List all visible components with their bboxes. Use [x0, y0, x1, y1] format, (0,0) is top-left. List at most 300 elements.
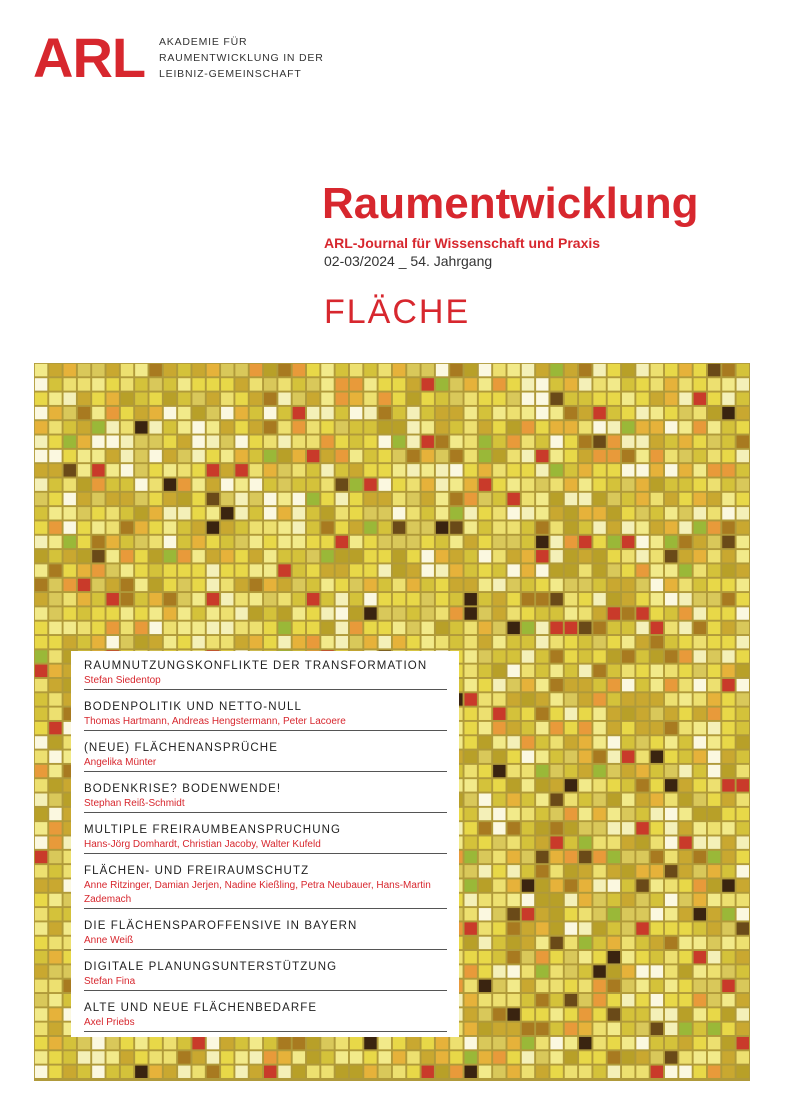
mosaic-tile	[722, 536, 734, 548]
mosaic-tile	[350, 393, 362, 405]
mosaic-tile	[550, 794, 562, 806]
mosaic-tile	[479, 980, 491, 992]
mosaic-tile	[565, 679, 577, 691]
mosaic-tile	[679, 708, 691, 720]
mosaic-tile	[164, 1037, 176, 1049]
mosaic-tile	[550, 937, 562, 949]
mosaic-tile	[207, 450, 219, 462]
mosaic-tile	[737, 751, 749, 763]
mosaic-tile	[679, 1037, 691, 1049]
mosaic-tile	[608, 550, 620, 562]
mosaic-tile	[737, 994, 749, 1006]
mosaic-tile	[465, 650, 477, 662]
mosaic-tile	[608, 536, 620, 548]
mosaic-tile	[579, 937, 591, 949]
mosaic-tile	[536, 393, 548, 405]
mosaic-tile	[450, 593, 462, 605]
mosaic-tile	[465, 894, 477, 906]
mosaic-tile	[336, 378, 348, 390]
mosaic-tile	[737, 450, 749, 462]
mosaic-tile	[722, 765, 734, 777]
mosaic-tile	[135, 464, 147, 476]
toc-entry-title: ALTE UND NEUE FLÄCHENBEDARFE	[84, 1002, 318, 1014]
mosaic-tile	[379, 622, 391, 634]
mosaic-tile	[35, 765, 47, 777]
mosaic-tile	[293, 378, 305, 390]
mosaic-tile	[651, 1051, 663, 1063]
mosaic-tile	[149, 393, 161, 405]
mosaic-tile	[350, 378, 362, 390]
mosaic-tile	[493, 851, 505, 863]
mosaic-tile	[450, 579, 462, 591]
mosaic-tile	[593, 951, 605, 963]
mosaic-tile	[622, 364, 634, 376]
mosaic-tile	[651, 851, 663, 863]
mosaic-tile	[479, 364, 491, 376]
mosaic-tile	[565, 894, 577, 906]
mosaic-tile	[465, 636, 477, 648]
mosaic-tile	[178, 622, 190, 634]
mosaic-tile	[622, 393, 634, 405]
mosaic-tile	[722, 708, 734, 720]
mosaic-tile	[49, 1023, 61, 1035]
mosaic-tile	[493, 836, 505, 848]
mosaic-tile	[64, 550, 76, 562]
mosaic-tile	[49, 965, 61, 977]
mosaic-tile	[107, 493, 119, 505]
mosaic-tile	[622, 994, 634, 1006]
mosaic-tile	[579, 851, 591, 863]
mosaic-tile	[379, 364, 391, 376]
mosaic-tile	[121, 450, 133, 462]
mosaic-tile	[665, 836, 677, 848]
mosaic-tile	[550, 751, 562, 763]
mosaic-tile	[35, 693, 47, 705]
mosaic-tile	[522, 536, 534, 548]
mosaic-tile	[722, 436, 734, 448]
mosaic-tile	[479, 1066, 491, 1078]
mosaic-tile	[135, 521, 147, 533]
mosaic-tile	[293, 450, 305, 462]
mosaic-tile	[694, 478, 706, 490]
mosaic-tile	[507, 1051, 519, 1063]
mosaic-tile	[579, 879, 591, 891]
mosaic-tile	[107, 564, 119, 576]
mosaic-tile	[737, 607, 749, 619]
mosaic-tile	[722, 808, 734, 820]
mosaic-tile	[293, 636, 305, 648]
mosaic-tile	[192, 450, 204, 462]
mosaic-tile	[264, 407, 276, 419]
mosaic-tile	[321, 1066, 333, 1078]
mosaic-tile	[536, 808, 548, 820]
mosaic-tile	[708, 593, 720, 605]
mosaic-tile	[579, 564, 591, 576]
mosaic-tile	[522, 450, 534, 462]
mosaic-tile	[550, 378, 562, 390]
mosaic-tile	[350, 521, 362, 533]
mosaic-tile	[493, 378, 505, 390]
mosaic-tile	[393, 1066, 405, 1078]
mosaic-tile	[35, 679, 47, 691]
mosaic-tile	[694, 736, 706, 748]
mosaic-tile	[135, 407, 147, 419]
mosaic-tile	[422, 1051, 434, 1063]
mosaic-tile	[507, 751, 519, 763]
mosaic-tile	[636, 965, 648, 977]
mosaic-tile	[379, 421, 391, 433]
mosaic-tile	[250, 364, 262, 376]
mosaic-tile	[49, 665, 61, 677]
mosaic-tile	[107, 536, 119, 548]
mosaic-tile	[622, 1008, 634, 1020]
mosaic-tile	[722, 994, 734, 1006]
mosaic-tile	[465, 908, 477, 920]
mosaic-tile	[479, 579, 491, 591]
mosaic-tile	[293, 507, 305, 519]
mosaic-tile	[450, 550, 462, 562]
mosaic-tile	[579, 622, 591, 634]
mosaic-tile	[393, 378, 405, 390]
mosaic-tile	[651, 378, 663, 390]
mosaic-tile	[493, 722, 505, 734]
mosaic-tile	[178, 450, 190, 462]
mosaic-tile	[679, 393, 691, 405]
mosaic-tile	[679, 851, 691, 863]
mosaic-tile	[207, 1051, 219, 1063]
mosaic-tile	[121, 579, 133, 591]
mosaic-tile	[393, 593, 405, 605]
mosaic-tile	[507, 693, 519, 705]
mosaic-tile	[393, 393, 405, 405]
mosaic-tile	[235, 1051, 247, 1063]
mosaic-tile	[78, 1037, 90, 1049]
mosaic-tile	[536, 779, 548, 791]
mosaic-tile	[278, 550, 290, 562]
mosaic-tile	[593, 1066, 605, 1078]
mosaic-tile	[78, 521, 90, 533]
mosaic-tile	[665, 421, 677, 433]
mosaic-tile	[636, 393, 648, 405]
mosaic-tile	[235, 521, 247, 533]
mosaic-tile	[465, 364, 477, 376]
mosaic-tile	[364, 536, 376, 548]
mosaic-tile	[622, 464, 634, 476]
mosaic-tile	[135, 536, 147, 548]
mosaic-tile	[450, 364, 462, 376]
mosaic-tile	[507, 951, 519, 963]
mosaic-tile	[651, 951, 663, 963]
mosaic-tile	[636, 650, 648, 662]
mosaic-tile	[479, 564, 491, 576]
mosaic-tile	[321, 1051, 333, 1063]
mosaic-tile	[393, 536, 405, 548]
mosaic-tile	[550, 779, 562, 791]
mosaic-tile	[235, 550, 247, 562]
toc-entry	[84, 918, 447, 950]
mosaic-tile	[636, 980, 648, 992]
mosaic-tile	[207, 378, 219, 390]
mosaic-tile	[207, 607, 219, 619]
mosaic-tile	[522, 378, 534, 390]
mosaic-tile	[507, 521, 519, 533]
mosaic-tile	[149, 1051, 161, 1063]
mosaic-tile	[722, 1066, 734, 1078]
mosaic-tile	[737, 650, 749, 662]
mosaic-tile	[636, 1066, 648, 1078]
mosaic-tile	[550, 951, 562, 963]
mosaic-tile	[121, 407, 133, 419]
mosaic-tile	[737, 865, 749, 877]
mosaic-tile	[393, 421, 405, 433]
mosaic-tile	[221, 622, 233, 634]
mosaic-tile	[92, 436, 104, 448]
mosaic-tile	[550, 536, 562, 548]
mosaic-tile	[737, 436, 749, 448]
mosaic-tile	[135, 622, 147, 634]
mosaic-tile	[550, 1037, 562, 1049]
mosaic-tile	[565, 822, 577, 834]
mosaic-tile	[436, 622, 448, 634]
mosaic-tile	[192, 607, 204, 619]
mosaic-tile	[78, 364, 90, 376]
mosaic-tile	[436, 421, 448, 433]
mosaic-tile	[622, 593, 634, 605]
mosaic-tile	[593, 779, 605, 791]
mosaic-tile	[507, 980, 519, 992]
mosaic-tile	[722, 908, 734, 920]
mosaic-tile	[135, 493, 147, 505]
mosaic-tile	[622, 550, 634, 562]
mosaic-tile	[250, 579, 262, 591]
mosaic-tile	[479, 822, 491, 834]
mosaic-tile	[336, 1051, 348, 1063]
mosaic-tile	[522, 507, 534, 519]
toc-entry	[84, 658, 447, 690]
mosaic-tile	[737, 593, 749, 605]
mosaic-tile	[264, 364, 276, 376]
mosaic-tile	[593, 822, 605, 834]
mosaic-tile	[35, 536, 47, 548]
mosaic-tile	[393, 1037, 405, 1049]
mosaic-tile	[336, 478, 348, 490]
mosaic-tile	[278, 421, 290, 433]
mosaic-tile	[708, 450, 720, 462]
mosaic-tile	[737, 564, 749, 576]
mosaic-tile	[636, 421, 648, 433]
mosaic-tile	[722, 851, 734, 863]
mosaic-tile	[722, 1008, 734, 1020]
mosaic-tile	[92, 536, 104, 548]
mosaic-tile	[235, 622, 247, 634]
mosaic-tile	[479, 622, 491, 634]
mosaic-tile	[164, 593, 176, 605]
mosaic-tile	[479, 521, 491, 533]
mosaic-tile	[293, 593, 305, 605]
mosaic-tile	[64, 378, 76, 390]
mosaic-tile	[651, 865, 663, 877]
mosaic-tile	[608, 650, 620, 662]
mosaic-tile	[235, 1066, 247, 1078]
mosaic-tile	[465, 393, 477, 405]
mosaic-tile	[78, 421, 90, 433]
mosaic-tile	[465, 794, 477, 806]
mosaic-tile	[450, 393, 462, 405]
mosaic-tile	[522, 679, 534, 691]
mosaic-tile	[507, 965, 519, 977]
mosaic-tile	[307, 636, 319, 648]
mosaic-tile	[636, 636, 648, 648]
mosaic-tile	[651, 564, 663, 576]
mosaic-tile	[379, 407, 391, 419]
mosaic-tile	[737, 622, 749, 634]
mosaic-tile	[479, 550, 491, 562]
mosaic-tile	[722, 507, 734, 519]
mosaic-tile	[450, 407, 462, 419]
mosaic-tile	[737, 879, 749, 891]
mosaic-tile	[135, 378, 147, 390]
mosaic-tile	[522, 693, 534, 705]
mosaic-tile	[422, 378, 434, 390]
mosaic-tile	[593, 851, 605, 863]
mosaic-tile	[636, 1037, 648, 1049]
mosaic-tile	[737, 736, 749, 748]
mosaic-tile	[49, 836, 61, 848]
mosaic-tile	[622, 507, 634, 519]
mosaic-tile	[465, 579, 477, 591]
mosaic-tile	[393, 579, 405, 591]
mosaic-tile	[507, 894, 519, 906]
mosaic-tile	[507, 622, 519, 634]
mosaic-tile	[465, 808, 477, 820]
mosaic-tile	[164, 493, 176, 505]
mosaic-tile	[708, 822, 720, 834]
mosaic-tile	[121, 493, 133, 505]
mosaic-tile	[235, 407, 247, 419]
mosaic-tile	[235, 393, 247, 405]
mosaic-tile	[235, 579, 247, 591]
mosaic-tile	[522, 937, 534, 949]
mosaic-tile	[479, 407, 491, 419]
mosaic-tile	[192, 407, 204, 419]
mosaic-tile	[565, 450, 577, 462]
mosaic-tile	[636, 493, 648, 505]
mosaic-tile	[608, 965, 620, 977]
mosaic-tile	[250, 378, 262, 390]
publisher-name-line: RAUMENTWICKLUNG IN DER	[159, 52, 324, 64]
mosaic-tile	[307, 421, 319, 433]
mosaic-tile	[479, 951, 491, 963]
mosaic-tile	[364, 436, 376, 448]
mosaic-tile	[235, 493, 247, 505]
mosaic-tile	[92, 1066, 104, 1078]
mosaic-tile	[64, 1051, 76, 1063]
mosaic-tile	[192, 536, 204, 548]
mosaic-tile	[565, 464, 577, 476]
mosaic-tile	[49, 751, 61, 763]
mosaic-tile	[235, 464, 247, 476]
mosaic-tile	[708, 507, 720, 519]
mosaic-tile	[665, 507, 677, 519]
mosaic-tile	[694, 765, 706, 777]
mosaic-tile	[465, 493, 477, 505]
mosaic-tile	[479, 1008, 491, 1020]
mosaic-tile	[293, 622, 305, 634]
mosaic-tile	[737, 579, 749, 591]
mosaic-tile	[679, 794, 691, 806]
mosaic-tile	[636, 894, 648, 906]
mosaic-tile	[507, 679, 519, 691]
mosaic-tile	[293, 521, 305, 533]
mosaic-tile	[608, 493, 620, 505]
mosaic-tile	[336, 622, 348, 634]
mosaic-tile	[278, 450, 290, 462]
mosaic-tile	[35, 393, 47, 405]
mosaic-tile	[207, 464, 219, 476]
mosaic-tile	[536, 579, 548, 591]
mosaic-tile	[608, 1066, 620, 1078]
mosaic-tile	[149, 593, 161, 605]
mosaic-tile	[264, 478, 276, 490]
mosaic-tile	[250, 464, 262, 476]
toc-entry-title: BODENPOLITIK UND NETTO-NULL	[84, 701, 302, 713]
mosaic-tile	[493, 679, 505, 691]
mosaic-tile	[522, 407, 534, 419]
mosaic-tile	[565, 693, 577, 705]
mosaic-tile	[722, 650, 734, 662]
mosaic-tile	[207, 1037, 219, 1049]
mosaic-tile	[708, 908, 720, 920]
mosaic-tile	[507, 607, 519, 619]
mosaic-tile	[708, 650, 720, 662]
mosaic-tile	[121, 536, 133, 548]
mosaic-tile	[321, 493, 333, 505]
mosaic-tile	[679, 937, 691, 949]
mosaic-tile	[665, 922, 677, 934]
mosaic-tile	[422, 536, 434, 548]
mosaic-tile	[579, 407, 591, 419]
mosaic-tile	[149, 378, 161, 390]
mosaic-tile	[694, 650, 706, 662]
mosaic-tile	[149, 1066, 161, 1078]
mosaic-tile	[479, 436, 491, 448]
mosaic-tile	[278, 378, 290, 390]
mosaic-tile	[264, 536, 276, 548]
mosaic-tile	[536, 937, 548, 949]
mosaic-tile	[164, 521, 176, 533]
mosaic-tile	[107, 1037, 119, 1049]
mosaic-tile	[622, 693, 634, 705]
mosaic-tile	[164, 378, 176, 390]
mosaic-tile	[207, 393, 219, 405]
mosaic-tile	[737, 1037, 749, 1049]
mosaic-tile	[536, 679, 548, 691]
mosaic-tile	[608, 507, 620, 519]
mosaic-tile	[450, 478, 462, 490]
mosaic-tile	[293, 564, 305, 576]
mosaic-tile	[694, 865, 706, 877]
mosaic-tile	[278, 393, 290, 405]
mosaic-tile	[636, 478, 648, 490]
mosaic-tile	[493, 951, 505, 963]
mosaic-tile	[565, 1023, 577, 1035]
mosaic-tile	[522, 808, 534, 820]
mosaic-tile	[436, 478, 448, 490]
mosaic-tile	[708, 421, 720, 433]
mosaic-tile	[522, 593, 534, 605]
mosaic-tile	[565, 407, 577, 419]
mosaic-tile	[149, 493, 161, 505]
